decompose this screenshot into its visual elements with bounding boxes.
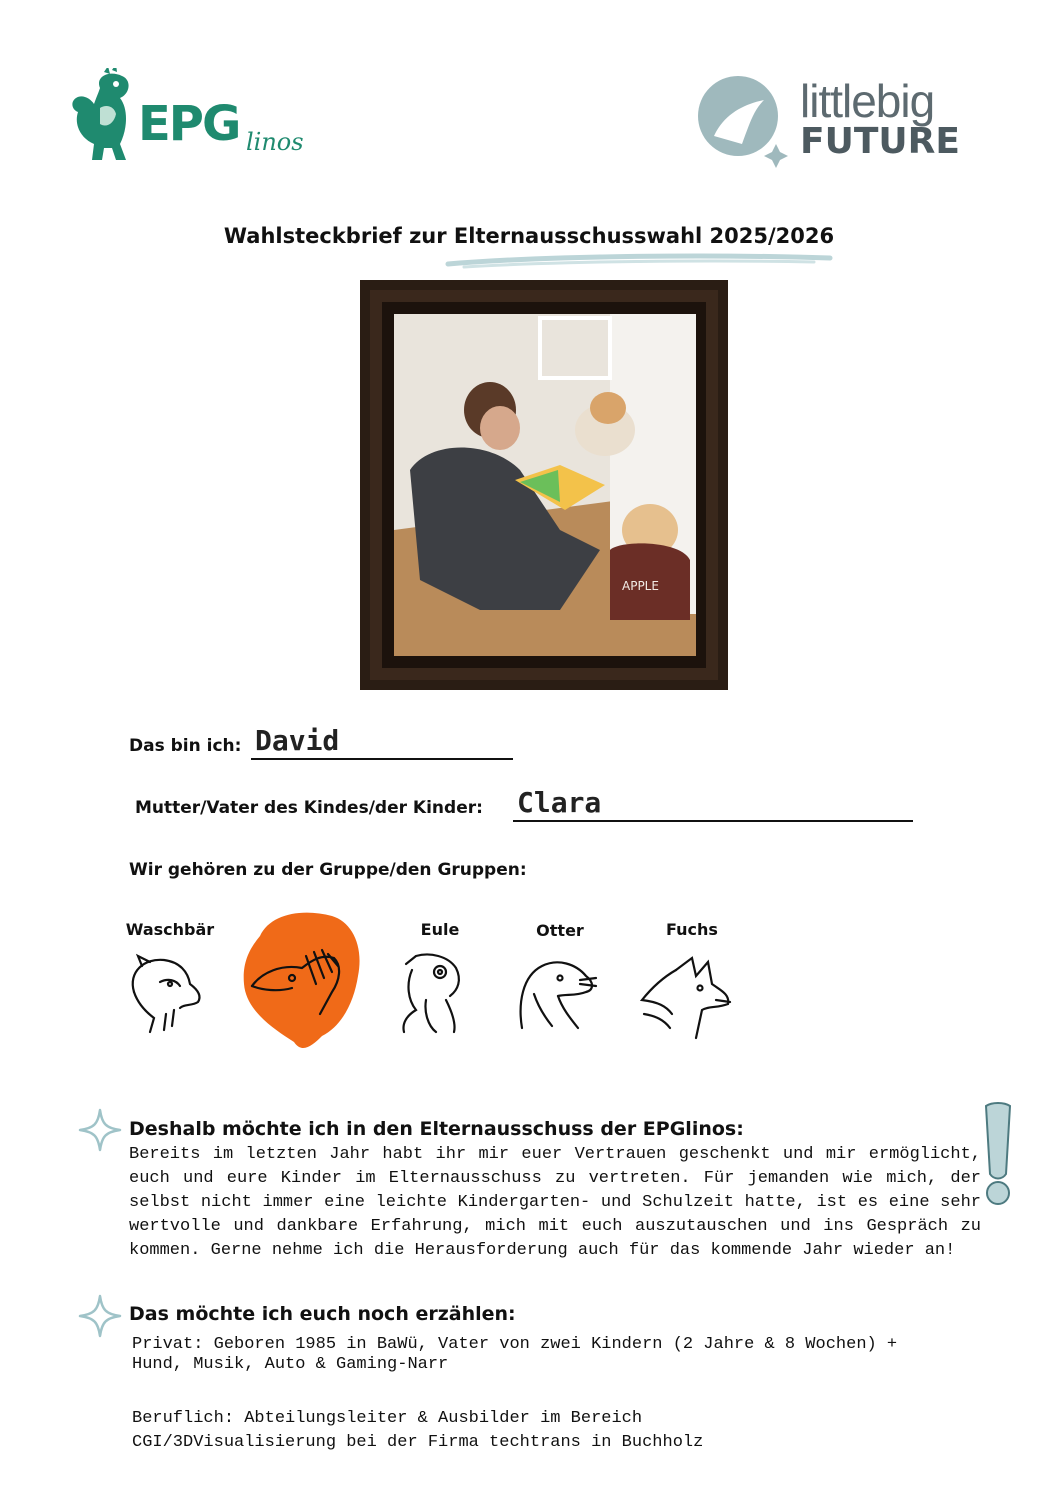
group-label-otter: Otter [536,921,584,940]
parent-label: Mutter/Vater des Kindes/der Kinder: [135,798,483,818]
group-label-eule: Eule [420,920,460,939]
sparkle-icon [78,1108,122,1152]
dragon-mascot-icon [72,68,128,160]
framed-family-photo [360,280,728,690]
title-underline-brush [444,252,834,270]
about-heading: Das möchte ich euch noch erzählen: [129,1303,516,1325]
page-title: Wahlsteckbrief zur Elternausschusswahl 2025/2026 [223,224,835,248]
parent-field [513,786,913,822]
about-private-text: Privat: Geboren 1985 in BaWü, Vater von zwei Kindern (2 Jahre & 8 Wochen) + Hund, Musik, Auto & Gaming-Narr [132,1335,898,1374]
littlebig-text: littlebig [800,75,935,127]
motivation-heading: Deshalb möchte ich in den Elternausschuss der EPGlinos: [129,1118,744,1140]
epg-logo-text: EPG [138,96,240,152]
name-label: Das bin ich: [129,736,242,756]
highlight-blob [244,913,360,1048]
name-field [251,724,513,760]
bird-circle-icon [698,76,788,168]
name-value: David [255,724,340,757]
otter-icon [514,954,598,1034]
groups-heading: Wir gehören zu der Gruppe/den Gruppen: [129,860,527,880]
sparkle-icon [78,1294,122,1338]
group-label-fuchs: Fuchs [666,920,718,939]
exclamation-icon [978,1100,1016,1208]
about-work-text: Beruflich: Abteilungsleiter & Ausbilder im Bereich CGI/3DVisualisierung bei der Firma techtrans in Buchholz [132,1409,704,1452]
owl-icon [396,950,468,1036]
fox-icon [638,956,734,1046]
parent-value: Clara [517,786,602,819]
hedgehog-icon [242,906,364,1054]
epg-logo-subtitle: linos [246,128,304,156]
group-label-waschbaer: Waschbär [125,920,215,939]
raccoon-icon [120,952,208,1036]
motivation-text: Bereits im letzten Jahr habt ihr mir euer Vertrauen geschenkt und mir ermöglicht, euch und eure Kinder im Elternausschuss zu vertreten. Für jemanden wie mich, der selbst nicht immer eine leichte Kindergarten- und Schulzeit hatte, ist es eine sehr wertvolle und dankbare Erfahrung, mich mit euch auszutauschen und ins Gespräch zu kommen. Gerne nehme ich die Herausforderung auch für das kommende Jahr wieder an! [129,1145,981,1260]
future-text: FUTURE [800,121,960,162]
svg-text:APPLE: APPLE [622,579,659,593]
